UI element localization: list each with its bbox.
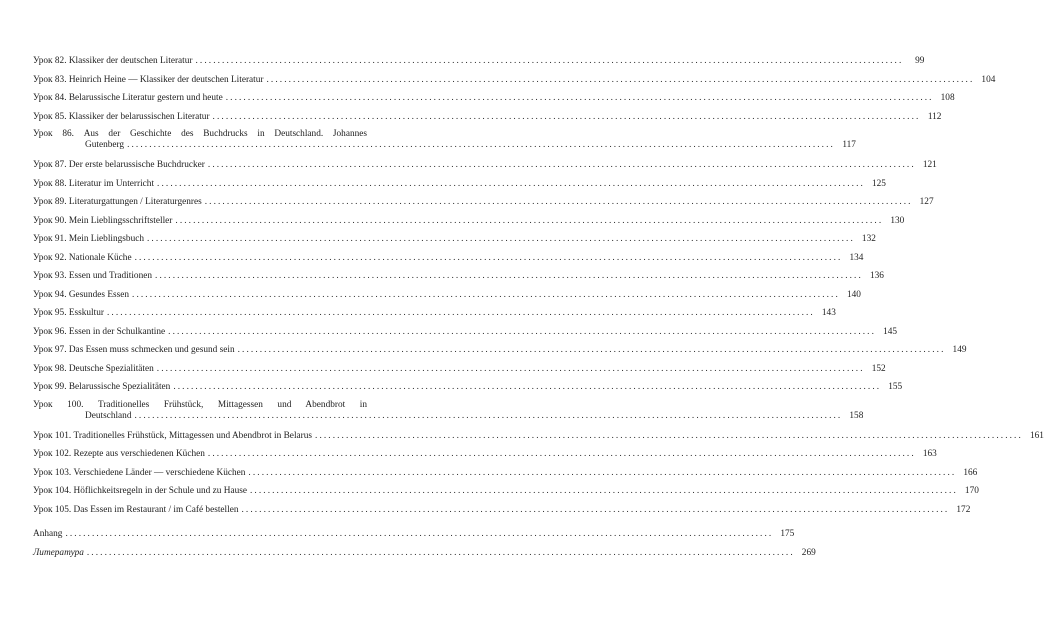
dot-leader: ................................................................................................................................................................ bbox=[207, 449, 916, 459]
dot-leader: ................................................................................................................................................................ bbox=[168, 326, 877, 337]
toc-entry bbox=[33, 53, 925, 72]
toc-entry-page: 99 bbox=[915, 56, 925, 66]
toc-entry-page: 127 bbox=[919, 197, 934, 207]
toc-entry-title: Урок 84. Belarussische Literatur gestern und heute bbox=[33, 93, 223, 103]
toc-entry-page: 125 bbox=[871, 178, 886, 189]
toc-entry-title: Урок 97. Das Essen muss schmecken und gesund sein bbox=[33, 345, 235, 355]
toc-entry-title: Урок 95. Esskultur bbox=[33, 308, 104, 318]
toc-entry bbox=[33, 287, 861, 306]
toc-entry bbox=[33, 250, 864, 269]
toc-entry bbox=[33, 361, 886, 380]
toc-entry-page: 112 bbox=[927, 111, 942, 122]
toc-entry bbox=[33, 324, 898, 343]
toc-entry-page: 170 bbox=[964, 486, 979, 496]
toc-entry-title: Урок 83. Heinrich Heine — Klassiker der deutschen Literatur bbox=[33, 74, 264, 85]
toc-entry-page: 163 bbox=[922, 449, 937, 459]
toc-entry-title: Урок 86. Aus der Geschichte des Buchdrucks in Deutschland. Johannes bbox=[33, 129, 367, 139]
toc-entry-title: Урок 104. Höflichkeitsregeln in der Schule und zu Hause bbox=[33, 486, 247, 496]
toc-entry-title: Урок 96. Essen in der Schulkantine bbox=[33, 326, 166, 337]
dot-leader: ................................................................................................................................................................ bbox=[65, 529, 774, 539]
toc-entry-title: Урок 90. Mein Lieblingsschriftsteller bbox=[33, 215, 173, 226]
toc-entry bbox=[33, 398, 864, 428]
toc-entry bbox=[33, 157, 937, 176]
toc-entry bbox=[33, 268, 884, 287]
toc-entry bbox=[33, 502, 971, 521]
toc-entry-page: 158 bbox=[849, 410, 864, 421]
dot-leader: ................................................................................................................................................................ bbox=[106, 308, 815, 318]
dot-leader: ................................................................................................................................................................ bbox=[207, 160, 916, 170]
toc-entry bbox=[33, 127, 856, 157]
toc-entry-title: Урок 88. Literatur im Unterricht bbox=[33, 178, 155, 189]
dot-leader: ................................................................................................................................................................ bbox=[212, 111, 921, 122]
toc-entry bbox=[33, 483, 979, 502]
toc-entry-page: 166 bbox=[963, 467, 978, 478]
toc-entry-title: Урок 85. Klassiker der belarussischen Literatur bbox=[33, 111, 210, 122]
dot-leader: ................................................................................................................................................................ bbox=[225, 93, 934, 103]
toc-entry-title: Урок 89. Literaturgattungen / Literaturgenres bbox=[33, 197, 202, 207]
toc-entry-page: 108 bbox=[940, 93, 955, 103]
toc-entry-page: 130 bbox=[890, 215, 905, 226]
toc-entry bbox=[33, 231, 876, 250]
toc-entry-title: Урок 101. Traditionelles Frühstück, Mittagessen und Abendbrot in Belarus bbox=[33, 430, 313, 441]
toc-entry bbox=[33, 379, 903, 398]
toc-entry bbox=[33, 213, 905, 232]
toc-entry-page: 145 bbox=[883, 326, 898, 337]
toc-entry bbox=[33, 194, 934, 213]
dot-leader: ................................................................................................................................................................ bbox=[134, 410, 843, 421]
toc-entry bbox=[33, 446, 937, 465]
toc-entry-title-continuation: Deutschland bbox=[85, 410, 132, 421]
dot-leader: ................................................................................................................................................................ bbox=[127, 140, 835, 150]
toc-entry-title: Урок 82. Klassiker der deutschen Literatur bbox=[33, 56, 193, 66]
dot-leader: ................................................................................................................................................................ bbox=[237, 345, 946, 355]
toc-entry-title: Урок 92. Nationale Küche bbox=[33, 252, 132, 263]
dot-leader: ................................................................................................................................................................ bbox=[155, 271, 863, 281]
dot-leader: ................................................................................................................................................................ bbox=[156, 363, 865, 374]
dot-leader: ................................................................................................................................................................ bbox=[157, 178, 865, 189]
toc-entry-title: Урок 98. Deutsche Spezialitäten bbox=[33, 363, 154, 374]
toc-entry-appendix bbox=[33, 526, 795, 545]
toc-entry-page: 136 bbox=[869, 271, 884, 281]
toc-entry-title: Урок 94. Gesundes Essen bbox=[33, 289, 130, 300]
toc-entry-page: 104 bbox=[981, 74, 996, 85]
literature-page: 269 bbox=[801, 547, 816, 558]
toc-entry-page: 117 bbox=[842, 140, 856, 150]
toc-entry-title: Урок 99. Belarussische Spezialitäten bbox=[33, 382, 171, 392]
toc-entry-title: Урок 102. Rezepte aus verschiedenen Küchen bbox=[33, 449, 205, 459]
toc-entry-page: 172 bbox=[956, 504, 971, 515]
toc-entry bbox=[33, 109, 942, 128]
toc-entry-page: 143 bbox=[821, 308, 836, 318]
literature-title: Литература bbox=[33, 547, 84, 558]
toc-entry bbox=[33, 428, 1044, 447]
toc-entry-literature bbox=[33, 545, 816, 564]
dot-leader: ................................................................................................................................................................ bbox=[250, 486, 958, 496]
toc-entry-page: 152 bbox=[871, 363, 886, 374]
toc-entry-page: 140 bbox=[846, 289, 861, 300]
toc-entry bbox=[33, 305, 836, 324]
toc-entry-title: Урок 93. Essen und Traditionen bbox=[33, 271, 153, 281]
dot-leader: ................................................................................................................................................................ bbox=[315, 430, 1023, 441]
dot-leader: ................................................................................................................................................................ bbox=[86, 547, 795, 558]
toc-entry-page: 161 bbox=[1029, 430, 1044, 441]
toc-entry-title-continuation: Gutenberg bbox=[85, 140, 125, 150]
toc-entry bbox=[33, 176, 886, 195]
dot-leader: ................................................................................................................................................................ bbox=[134, 252, 843, 263]
toc-entry-title: Урок 105. Das Essen im Restaurant / im Café bestellen bbox=[33, 504, 239, 515]
toc-entry bbox=[33, 465, 978, 484]
toc-entry-page: 149 bbox=[952, 345, 967, 355]
toc-entry-page: 134 bbox=[849, 252, 864, 263]
toc-entry bbox=[33, 72, 996, 91]
dot-leader: ................................................................................................................................................................ bbox=[173, 382, 882, 392]
dot-leader: ................................................................................................................................................................ bbox=[241, 504, 950, 515]
toc-entry-title: Урок 100. Traditionelles Frühstück, Mittagessen und Abendbrot in bbox=[33, 399, 367, 410]
dot-leader: ................................................................................................................................................................ bbox=[132, 289, 840, 300]
dot-leader: ................................................................................................................................................................ bbox=[147, 234, 855, 244]
toc-entry-page: 132 bbox=[861, 234, 876, 244]
toc-entry-title: Урок 91. Mein Lieblingsbuch bbox=[33, 234, 144, 244]
toc-entry-page: 121 bbox=[922, 160, 937, 170]
toc-entry bbox=[33, 342, 967, 361]
table-of-contents bbox=[33, 53, 1044, 563]
dot-leader: ................................................................................................................................................................ bbox=[248, 467, 957, 478]
dot-leader: ................................................................................................................................................................ bbox=[195, 56, 904, 66]
toc-entry-title: Урок 87. Der erste belarussische Buchdrucker bbox=[33, 160, 205, 170]
dot-leader: ................................................................................................................................................................ bbox=[266, 74, 975, 85]
appendix-title: Anhang bbox=[33, 529, 63, 539]
toc-entry-page: 155 bbox=[888, 382, 903, 392]
dot-leader: ................................................................................................................................................................ bbox=[175, 215, 884, 226]
dot-leader: ................................................................................................................................................................ bbox=[204, 197, 913, 207]
appendix-page: 175 bbox=[780, 529, 795, 539]
toc-entry bbox=[33, 90, 955, 109]
toc-entry-title: Урок 103. Verschiedene Länder — verschiedene Küchen bbox=[33, 467, 246, 478]
